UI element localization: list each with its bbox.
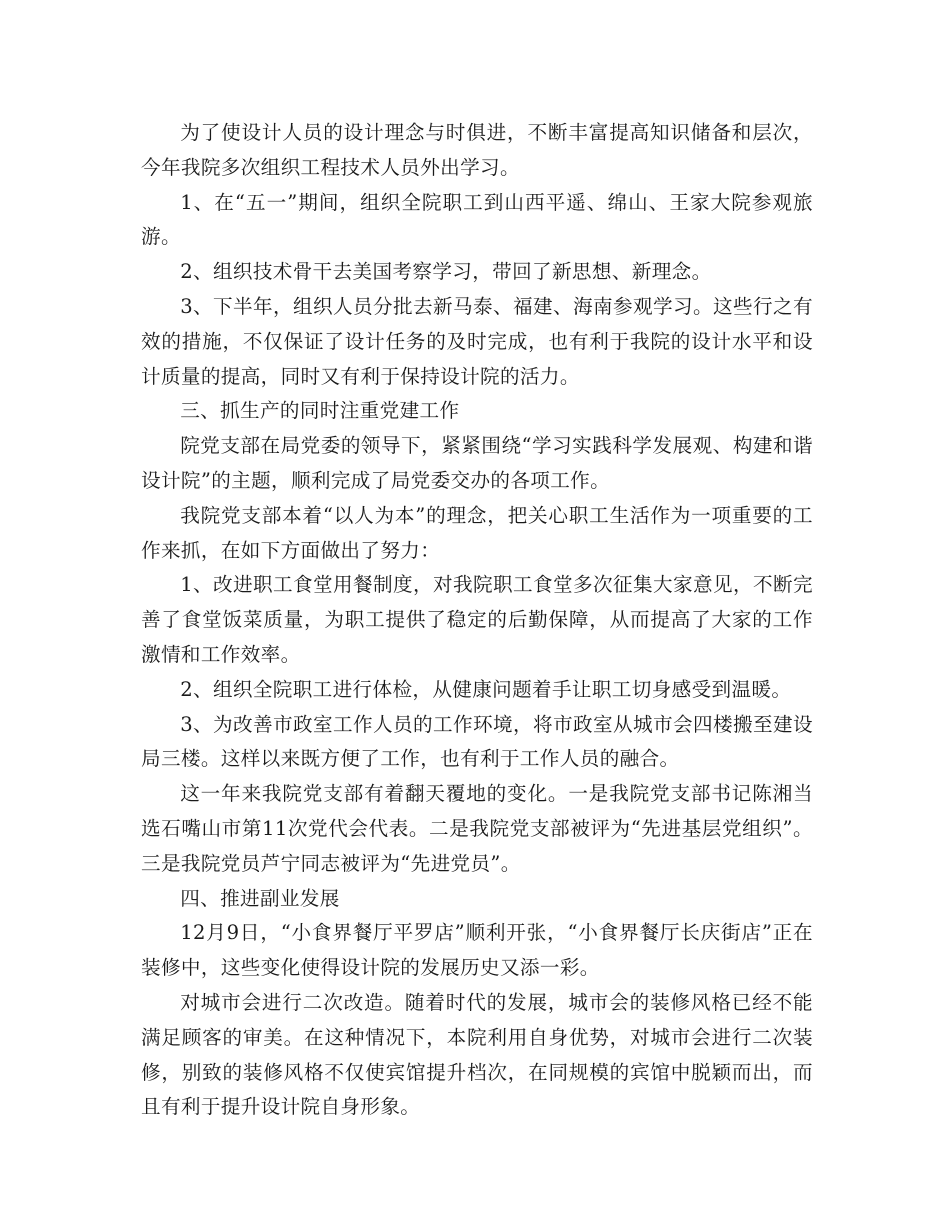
section-heading-side-business: 四、推进副业发展 [180, 886, 340, 910]
document-body [141, 116, 813, 1125]
paragraph-party-achievements: 这一年来我院党支部有着翻天覆地的变化。一是我院党支部书记陈湘当选石嘴山市第11次党代会代表。二是我院党支部被评为“先进基层党组织”。三是我院党员芦宁同志被评为“先进党员”。 [141, 782, 813, 875]
paragraph-item-second-half-study: 3、下半年，组织人员分批去新马泰、福建、海南参观学习。这些行之有效的措施，不仅保证了设计任务的及时完成，也有利于我院的设计水平和设计质量的提高，同时又有利于保持设计院的活力。 [141, 294, 813, 388]
paragraph-item-may-day-trip: 1、在“五一”期间，组织全院职工到山西平遥、绵山、王家大院参观旅游。 [141, 190, 813, 249]
section-heading-party-building: 三、抓生产的同时注重党建工作 [180, 399, 460, 423]
paragraph-people-oriented: 我院党支部本着“以人为本”的理念，把关心职工生活作为一项重要的工作来抓，在如下方面做出了努力： [141, 503, 813, 562]
paragraph-item-usa-study: 2、组织技术骨干去美国考察学习，带回了新思想、新理念。 [180, 260, 712, 284]
paragraph-restaurant-opening: 12月9日，“小食界餐厅平罗店”顺利开张，“小食界餐厅长庆街店”正在装修中，这些变化使得设计院的发展历史又添一彩。 [141, 921, 813, 980]
paragraph-intro-study: 为了使设计人员的设计理念与时俱进，不断丰富提高知识储备和层次，今年我院多次组织工程技术人员外出学习。 [141, 121, 813, 179]
paragraph-item-health-check: 2、组织全院职工进行体检，从健康问题着手让职工切身感受到温暖。 [180, 677, 792, 701]
paragraph-item-canteen: 1、改进职工食堂用餐制度，对我院职工食堂多次征集大家意见，不断完善了食堂饭菜质量，为职工提供了稳定的后勤保障，从而提高了大家的工作激情和工作效率。 [141, 573, 813, 666]
paragraph-party-branch-work: 院党支部在局党委的领导下，紧紧围绕“学习实践科学发展观、构建和谐设计院”的主题，顺利完成了局党委交办的各项工作。 [141, 434, 813, 492]
paragraph-item-office-move: 3、为改善市政室工作人员的工作环境，将市政室从城市会四楼搬至建设局三楼。这样以来既方便了工作，也有利于工作人员的融合。 [141, 712, 813, 771]
paragraph-renovation: 对城市会进行二次改造。随着时代的发展，城市会的装修风格已经不能满足顾客的审美。在这种情况下，本院利用自身优势，对城市会进行二次装修，别致的装修风格不仅使宾馆提升档次，在同规模的宾馆中脱颖而出，而且有利于提升设计院自身形象。 [141, 990, 813, 1119]
